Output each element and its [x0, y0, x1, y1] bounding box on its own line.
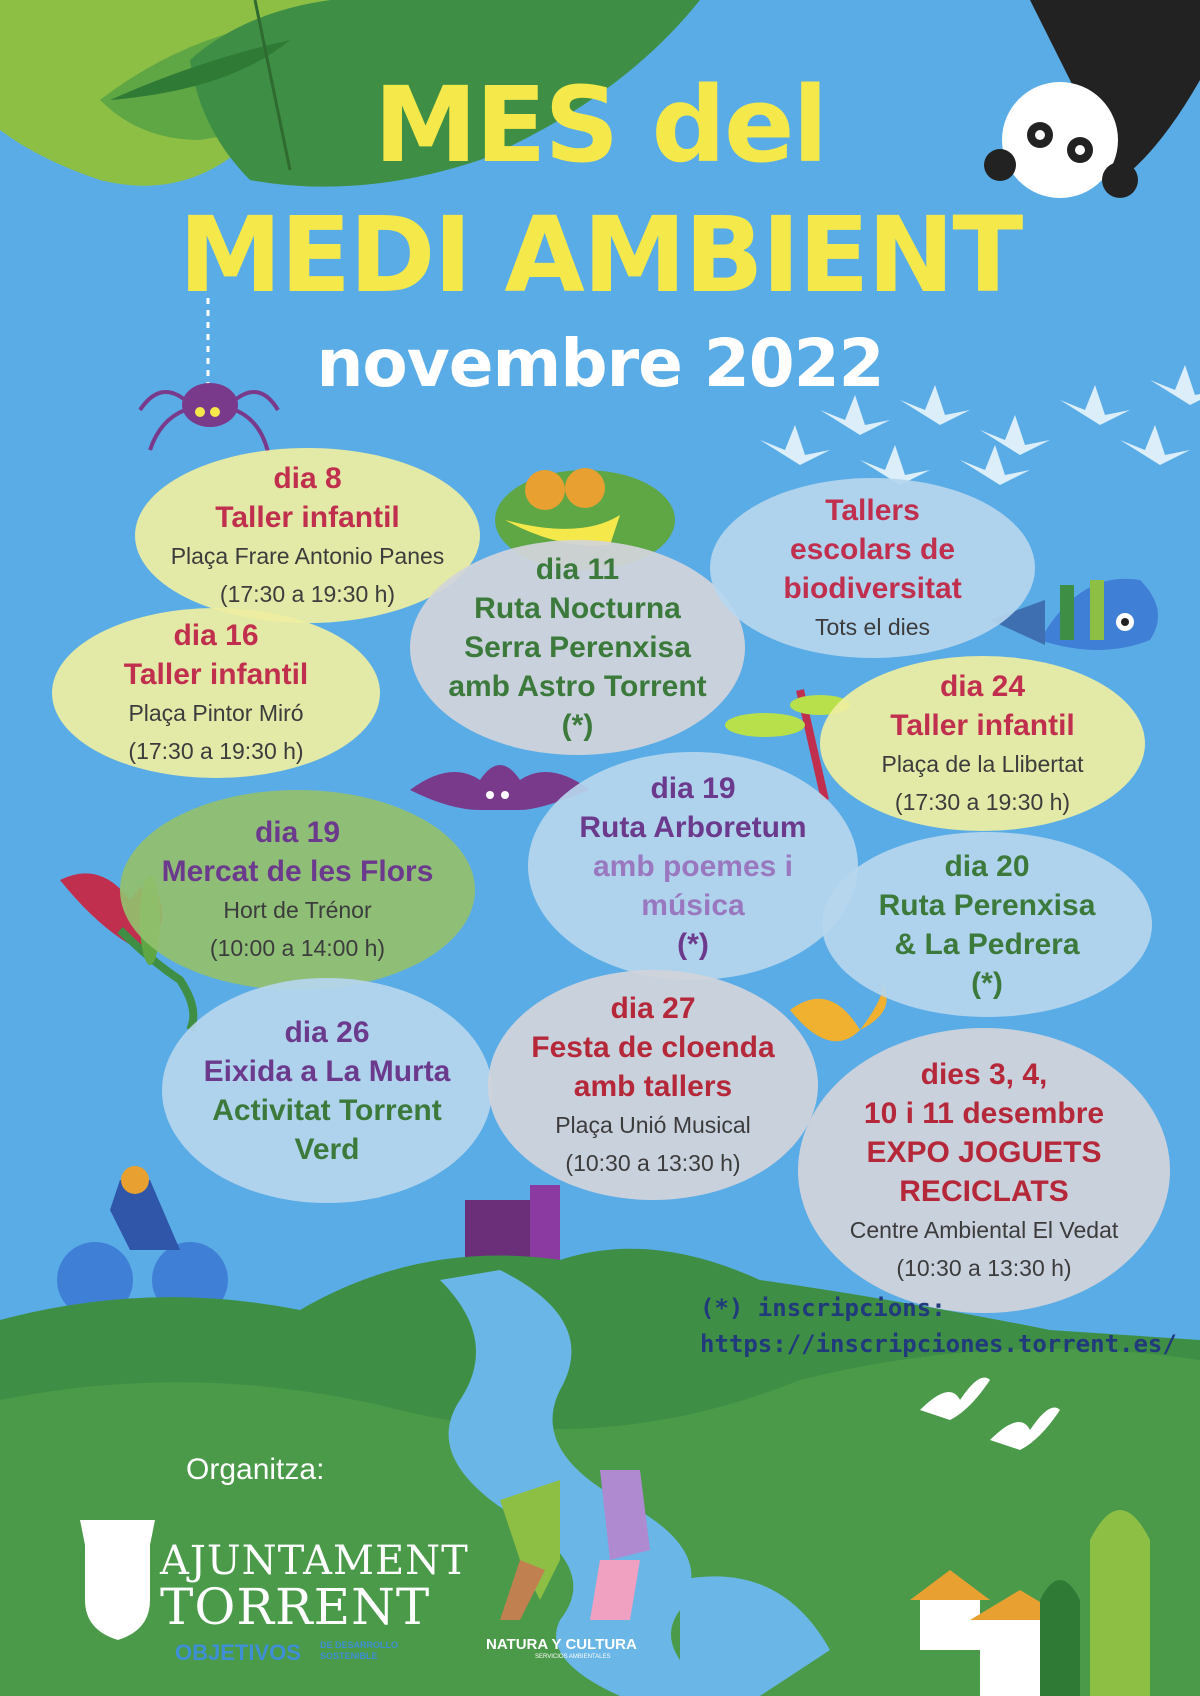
event-bubble-dia-27: [488, 970, 818, 1200]
event-day: dia 8: [273, 461, 342, 495]
event-time: (10:00 a 14:00 h): [209, 935, 386, 961]
event-line: escolars de: [789, 532, 956, 566]
event-day: dia 24: [939, 669, 1026, 703]
event-line: biodiversitat: [783, 571, 962, 605]
event-time: (10:30 a 13:30 h): [565, 1149, 741, 1176]
event-time: (10:30 a 13:30 h): [896, 1254, 1072, 1281]
event-day: dia 11: [535, 553, 620, 586]
event-line: amb Astro Torrent: [448, 670, 707, 703]
inscription-note: [700, 1290, 1177, 1362]
event-time: (17:30 a 19:30 h): [128, 738, 304, 764]
event-place: Plaça Frare Antonio Panes: [170, 542, 445, 569]
title-line-1: MES del: [373, 64, 827, 186]
event-bubble-dia-24: [820, 656, 1145, 831]
event-place: Hort de Trénor: [223, 897, 372, 923]
ods-subtext-line: SOSTENIBLE: [320, 1651, 378, 1661]
logo-torrent: TORRENT: [160, 1578, 431, 1636]
event-line: Ruta Perenxisa: [878, 888, 1096, 922]
event-line: Ruta Arboretum: [579, 810, 807, 844]
event-place: Tots el dies: [814, 613, 931, 640]
event-place: Plaça Pintor Miró: [128, 700, 304, 726]
event-place: Plaça Unió Musical: [555, 1111, 751, 1138]
event-day: dia 27: [610, 991, 696, 1025]
logo-ajuntament: AJUNTAMENT: [160, 1538, 469, 1584]
event-line: & La Pedrera: [894, 927, 1080, 961]
event-bubble-expo-joguets: [798, 1028, 1170, 1313]
event-line: amb poemes i: [592, 849, 794, 883]
event-name: Mercat de les Flors: [161, 855, 434, 888]
inscription-mark: (*): [561, 709, 594, 742]
event-line: Festa de cloenda: [531, 1030, 775, 1064]
organizer-label: Organitza:: [186, 1453, 325, 1486]
event-bubble-dia-20: [822, 832, 1152, 1017]
event-day: dia 16: [173, 619, 259, 652]
event-line: Verd: [294, 1132, 360, 1166]
event-bubble-dia-19-mercat: [120, 790, 475, 990]
event-bubble-dia-11: [410, 540, 745, 755]
event-line: amb tallers: [573, 1069, 733, 1103]
event-line: Eixida a La Murta: [203, 1054, 451, 1088]
event-line: RECICLATS: [899, 1174, 1069, 1208]
event-day: dia 20: [944, 849, 1030, 883]
event-bubble-dia-16: [52, 608, 380, 778]
event-line: dies 3, 4,: [920, 1057, 1048, 1091]
event-day: dia 19: [650, 771, 736, 805]
event-line: Activitat Torrent: [212, 1093, 442, 1127]
shield-logo: [85, 1545, 150, 1640]
event-line: música: [641, 888, 745, 922]
event-place: Centre Ambiental El Vedat: [849, 1216, 1119, 1243]
natura-cultura-subtext: SERVICIOS AMBIENTALES: [535, 1654, 611, 1660]
event-line: Tallers: [825, 493, 920, 527]
event-day: dia 26: [284, 1015, 370, 1049]
subtitle: novembre 2022: [316, 325, 884, 402]
event-line: Ruta Nocturna: [474, 592, 681, 625]
event-day: dia 19: [254, 816, 341, 849]
event-name: Taller infantil: [123, 658, 309, 691]
title-line-2: MEDI AMBIENT: [178, 194, 1022, 316]
event-bubble-tallers-escolars: [710, 478, 1035, 658]
house: [920, 1600, 980, 1650]
event-time: (17:30 a 19:30 h): [894, 788, 1071, 815]
inscription-label: (*) inscripcions:: [700, 1294, 946, 1322]
event-line: 10 i 11 desembre: [863, 1096, 1105, 1130]
ods-logo-text: OBJETIVOS: [175, 1640, 301, 1665]
ods-logo-subtext: [320, 1640, 398, 1662]
event-line: Serra Perenxisa: [464, 631, 691, 664]
event-bubble-dia-19-arboretum: [528, 752, 858, 980]
event-name: Taller infantil: [215, 500, 400, 534]
event-name: Taller infantil: [890, 708, 1075, 742]
ods-subtext-line: DE DESARROLLO: [320, 1640, 399, 1650]
cyclist: [110, 1180, 180, 1250]
natura-cultura-logo: NATURA Y CULTURA: [486, 1636, 637, 1653]
event-line: EXPO JOGUETS: [866, 1135, 1102, 1169]
inscription-mark: (*): [971, 966, 1003, 1000]
inscription-mark: (*): [677, 927, 709, 961]
event-place: Plaça de la Llibertat: [881, 750, 1084, 777]
event-time: (17:30 a 19:30 h): [219, 580, 396, 607]
inscription-link[interactable]: https://inscripciones.torrent.es/: [700, 1330, 1177, 1358]
event-bubble-dia-26: [162, 978, 492, 1203]
